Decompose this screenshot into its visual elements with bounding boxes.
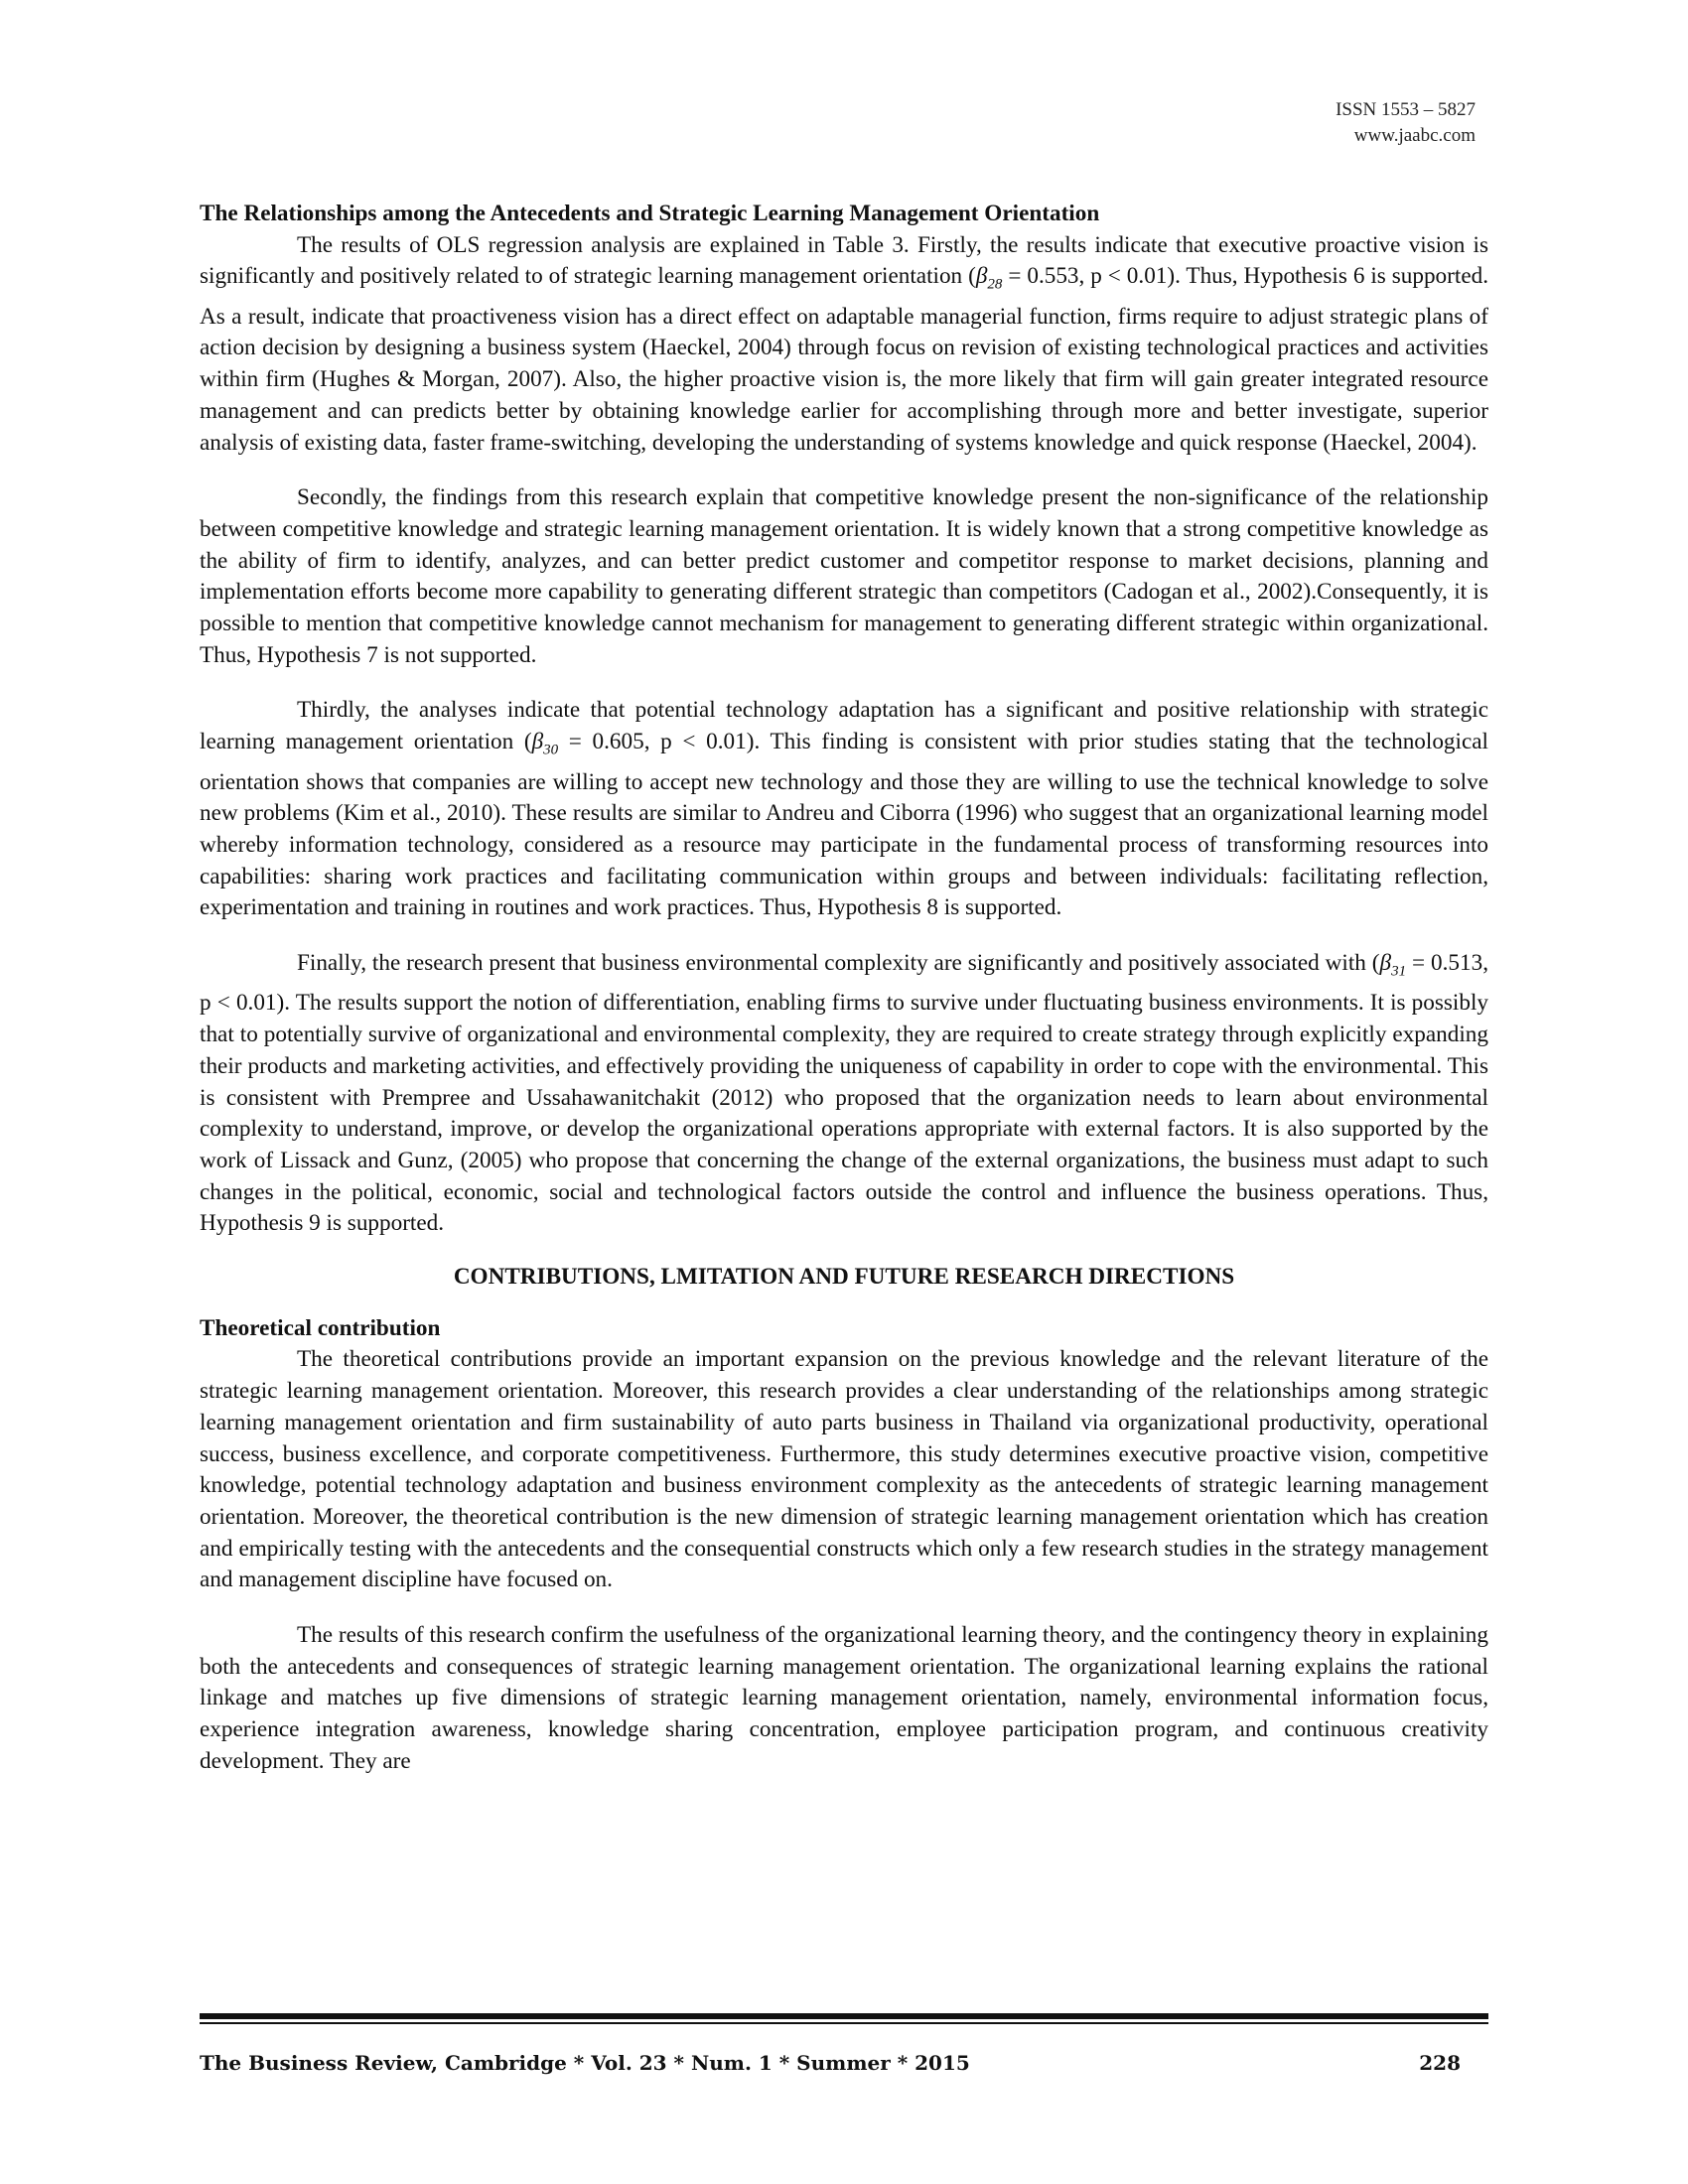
theoretical-contribution-heading: Theoretical contribution: [200, 1314, 441, 1341]
page-footer: [200, 2051, 1461, 2075]
website-label: www.jaabc.com: [1353, 125, 1476, 146]
paragraph-organizational-learning: The results of this research confirm the usefulness of the organizational learning theory, and the contingency theory in explaining both the antecedents and consequences of strategic learning management orientation. The organizational learning explains the rational linkage and matches up five dimensions of strategic learning management orientation, namely, environmental information focus, experience integration awareness, knowledge sharing concentration, employee participation program, and continuous creativity development. They are: [200, 1622, 1488, 1774]
beta-symbol: $\beta_{28}$: [975, 263, 1003, 294]
article-body: [200, 199, 1488, 1778]
paragraph-technology-adaptation: Thirdly, the analyses indicate that potential technology adaptation has a significant and positive relationship with strategic learning management orientation ($\beta_{30} = 0.605$, p < 0.01). This finding is consistent with prior studies stating that the technological orientation shows that companies are willing to accept new technology and those they are willing to use the technical knowledge to solve new problems (Kim et al., 2010). These results are similar to Andreu and Ciborra (1996) who suggest that an organizational learning model whereby information technology, considered as a resource may participate in the fundamental process of transforming resources into capabilities: sharing work practices and facilitating communication within groups and between individuals: facilitating reflection, experimentation and training in routines and work practices. Thus, Hypothesis 8 is supported.: [200, 697, 1488, 921]
footer-rule-thick: [200, 2013, 1488, 2019]
journal-citation: The Business Review, Cambridge * Vol. 23 * Num. 1 * Summer * 2015: [200, 2051, 970, 2075]
page-header: [1336, 97, 1476, 149]
page-number: 228: [1419, 2051, 1461, 2075]
footer-rule-thin: [200, 2022, 1488, 2024]
paragraph-environmental-complexity: Finally, the research present that business environmental complexity are significantly and positively associated with ($\beta_{31} = 0.513$, p < 0.01). The results support the notion of differentiation, enabling firms to survive under fluctuating business environments. It is possibly that to potentially survive of organizational and environmental complexity, they are required to create strategy through explicitly expanding their products and marketing activities, and effectively providing the uniqueness of capability in order to cope with the environmental. This is consistent with Prempree and Ussahawanitchakit (2012) who proposed that the organization needs to learn about environmental complexity to understand, improve, or develop the organizational operations appropriate with external factors. It is also supported by the work of Lissack and Gunz, (2005) who propose that concerning the change of the external organizations, the business must adapt to such changes in the political, economic, social and technological factors outside the control and influence the business operations. Thus, Hypothesis 9 is supported.: [200, 950, 1488, 1237]
issn-label: ISSN 1553 – 5827: [1336, 99, 1476, 120]
paragraph-competitive-knowledge: Secondly, the findings from this research explain that competitive knowledge present the non-significance of the relationship between competitive knowledge and strategic learning management orientation. It is widely known that a strong competitive knowledge as the ability of firm to identify, analyzes, and can better predict customer and competitor response to market decisions, planning and implementation efforts become more capability to generating different strategic than competitors (Cadogan et al., 2002).Consequently, it is possible to mention that competitive knowledge cannot mechanism for management to generating different strategic within organizational. Thus, Hypothesis 7 is not supported.: [200, 484, 1488, 668]
paragraph-proactive-vision: The results of OLS regression analysis are explained in Table 3. Firstly, the results indicate that executive proactive vision is significantly and positively related to of strategic learning management orientation ($\beta_{28} = 0.553$, p < 0.01). Thus, Hypothesis 6 is supported. As a result, indicate that proactiveness vision has a direct effect on adaptable managerial function, firms require to adjust strategic plans of action decision by designing a business system (Haeckel, 2004) through focus on revision of existing technological practices and activities within firm (Hughes & Morgan, 2007). Also, the higher proactive vision is, the more likely that firm will gain greater integrated resource management and can predicts better by obtaining knowledge earlier for accomplishing through more and better investigate, superior analysis of existing data, faster frame-switching, developing the understanding of systems knowledge and quick response (Haeckel, 2004).: [200, 231, 1488, 456]
paragraph-theoretical-contribution: The theoretical contributions provide an important expansion on the previous knowledge and the relevant literature of the strategic learning management orientation. Moreover, this research provides a clear understanding of the relationships among strategic learning management orientation and firm sustainability of auto parts business in Thailand via organizational productivity, operational success, business excellence, and corporate competitiveness. Furthermore, this study determines executive proactive vision, competitive knowledge, potential technology adaptation and business environment complexity as the antecedents of strategic learning management orientation. Moreover, the theoretical contribution is the new dimension of strategic learning management orientation which has creation and empirically testing with the antecedents and the consequential constructs which only a few research studies in the strategy management and management discipline have focused on.: [200, 1346, 1488, 1593]
relationships-heading: The Relationships among the Antecedents and Strategic Learning Management Orientation: [200, 201, 1100, 226]
contributions-section-title: CONTRIBUTIONS, LMITATION AND FUTURE RESEARCH DIRECTIONS: [453, 1264, 1235, 1291]
beta-symbol: $\beta_{31}$: [1379, 950, 1407, 980]
beta-symbol: $\beta_{30}$: [531, 729, 559, 758]
